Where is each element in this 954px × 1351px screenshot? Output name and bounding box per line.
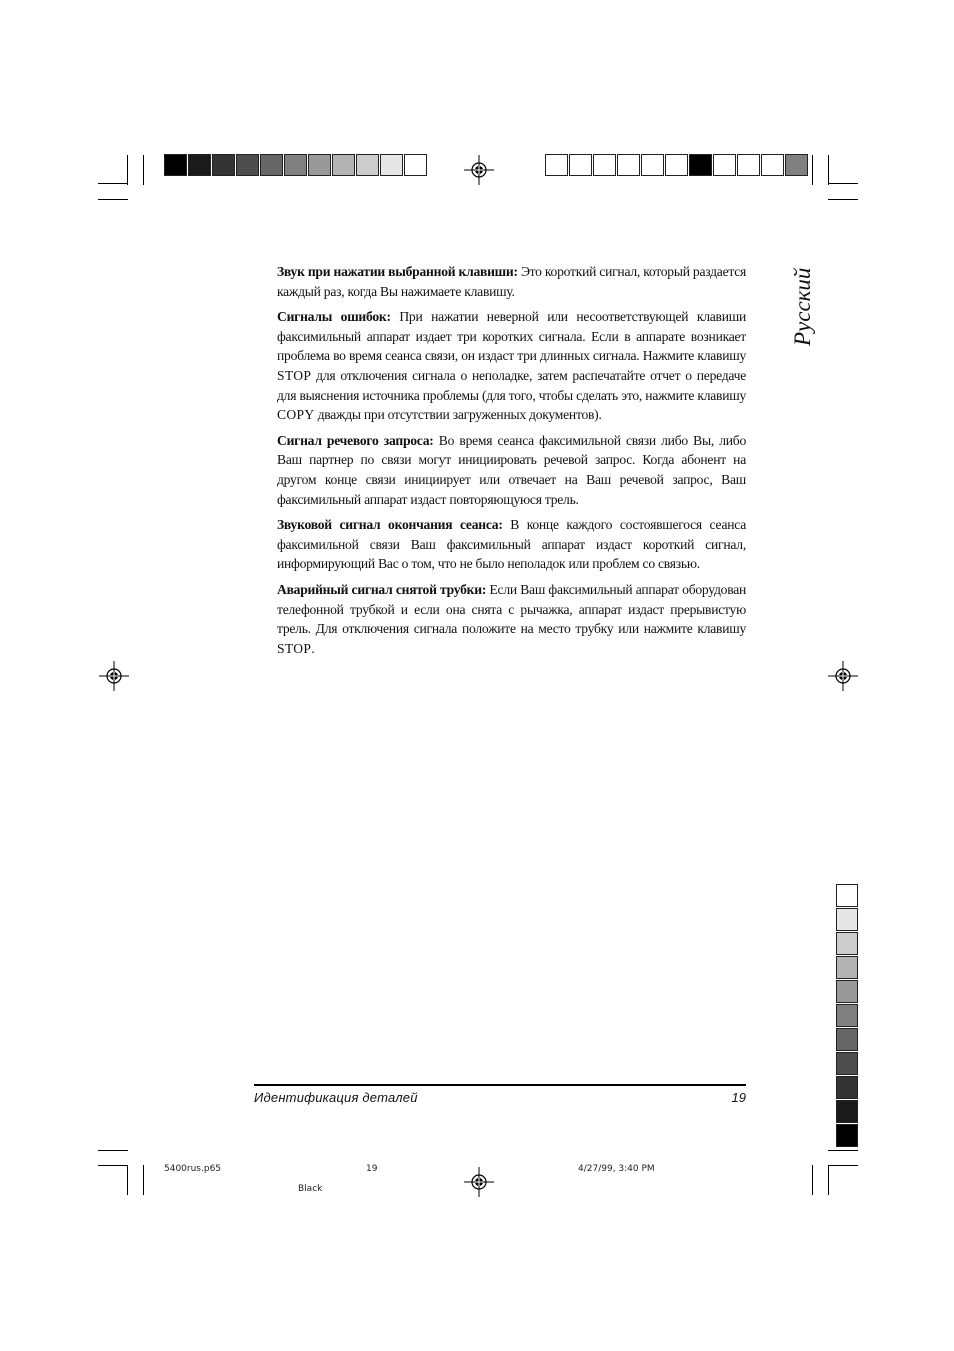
color-swatch [836,1028,858,1051]
crop-mark [143,155,144,185]
color-swatch [212,154,235,176]
crop-mark [98,199,128,200]
key-name: STOP [277,640,312,656]
crop-mark [828,1165,829,1195]
color-bar-top-right [545,154,809,176]
grayscale-bar-top-left [164,154,428,176]
color-swatch [836,980,858,1003]
crop-mark [828,183,858,184]
color-swatch [188,154,211,176]
color-swatch [164,154,187,176]
color-swatch [836,1124,858,1147]
color-swatch [641,154,664,176]
grayscale-bar-side [836,884,858,1148]
crop-mark [812,155,813,185]
color-swatch [404,154,427,176]
color-swatch [308,154,331,176]
crop-mark [98,183,128,184]
paragraph-session-end [277,515,746,574]
slug-plate: Black [298,1184,323,1194]
key-name: COPY [277,407,315,423]
registration-mark-icon [464,155,494,185]
crop-mark [127,155,128,185]
color-swatch [836,884,858,907]
registration-mark-icon [828,661,858,691]
slug-datetime: 4/27/99, 3:40 PM [578,1164,655,1174]
color-swatch [665,154,688,176]
color-swatch [737,154,760,176]
registration-mark-icon [99,661,129,691]
color-swatch [617,154,640,176]
term: Сигнал речевого запроса: [277,432,434,448]
color-swatch [380,154,403,176]
crop-mark [812,1165,813,1195]
crop-mark [828,1150,858,1151]
paragraph-text: Это короткий сигнал, который раздается каждый раз, когда Вы нажимаете клавишу. [277,264,746,299]
color-swatch [593,154,616,176]
term: Аварийный сигнал снятой трубки: [277,581,487,597]
color-swatch [836,908,858,931]
paragraph-text: Если Ваш факсимильный аппарат оборудован телефонной трубкой и если она снята с рычажка, аппарат издаст прерывистую трель. Для отключения сигнала положите на место трубку или нажмите клавишу [277,581,746,637]
paragraph-text: При нажатии неверной или несоответствующей клавиши факсимильный аппарат издает три коротких сигнала. Если в аппарате возникает проблема во время сеанса связи, он издаст три длинных сигнала. Нажмите клавишу [277,309,746,364]
color-swatch [569,154,592,176]
color-swatch [836,1052,858,1075]
term: Звуковой сигнал окончания сеанса: [277,517,503,533]
crop-mark [828,155,829,185]
page-number: 19 [731,1090,746,1105]
crop-mark [828,199,858,200]
paragraph-text: В конце каждого состоявшегося сеанса факсимильной связи Ваш факсимильный аппарат издаст короткий сигнал, информирующий Вас о том, что не было неполадок или проблем со связью. [277,517,746,572]
paragraph-text: для отключения сигнала о неполадке, затем распечатайте отчет о передаче для выяснения источника проблемы (для того, чтобы сделать это, нажмите клавишу [277,367,746,403]
language-tab [766,262,815,352]
term: Сигналы ошибок: [277,309,391,325]
language-label: Русский [790,267,815,346]
paragraph-offhook-alarm [277,580,746,658]
paragraph-text: Во время сеанса факсимильной связи либо Вы, либо Ваш партнер по связи могут инициировать речевой запрос. Когда абонент на другом конце связи инициирует или отвечает на Ваш речевой запрос, Ваш факсимильный аппарат издаст повторяющуюся трель. [277,432,746,507]
registration-mark-icon [464,1167,494,1197]
paragraph-voice-request [277,431,746,509]
crop-mark [143,1165,144,1195]
color-swatch [713,154,736,176]
color-swatch [836,932,858,955]
paragraph-key-sound [277,262,746,301]
slug-page: 19 [366,1164,378,1174]
color-swatch [836,1076,858,1099]
crop-mark [98,1150,128,1151]
crop-mark [98,1165,128,1166]
color-swatch [761,154,784,176]
term: Звук при нажатии выбранной клавиши: [277,264,518,279]
key-name: STOP [277,367,312,383]
color-swatch [260,154,283,176]
color-swatch [332,154,355,176]
footer-rule [254,1084,746,1086]
color-swatch [356,154,379,176]
crop-mark [828,1165,858,1166]
body-text [277,262,746,664]
color-swatch [236,154,259,176]
crop-mark [127,1165,128,1195]
color-swatch [836,1004,858,1027]
slug-filename: 5400rus.p65 [164,1164,222,1174]
paragraph-text: . [311,640,315,656]
color-swatch [836,1100,858,1123]
paragraph-error-signals [277,307,746,425]
footer-title: Идентификация деталей [254,1090,418,1105]
color-swatch [785,154,808,176]
paragraph-text: дважды при отсутствии загруженных документов). [314,407,602,423]
color-swatch [284,154,307,176]
color-swatch [689,154,712,176]
color-swatch [836,956,858,979]
color-swatch [545,154,568,176]
